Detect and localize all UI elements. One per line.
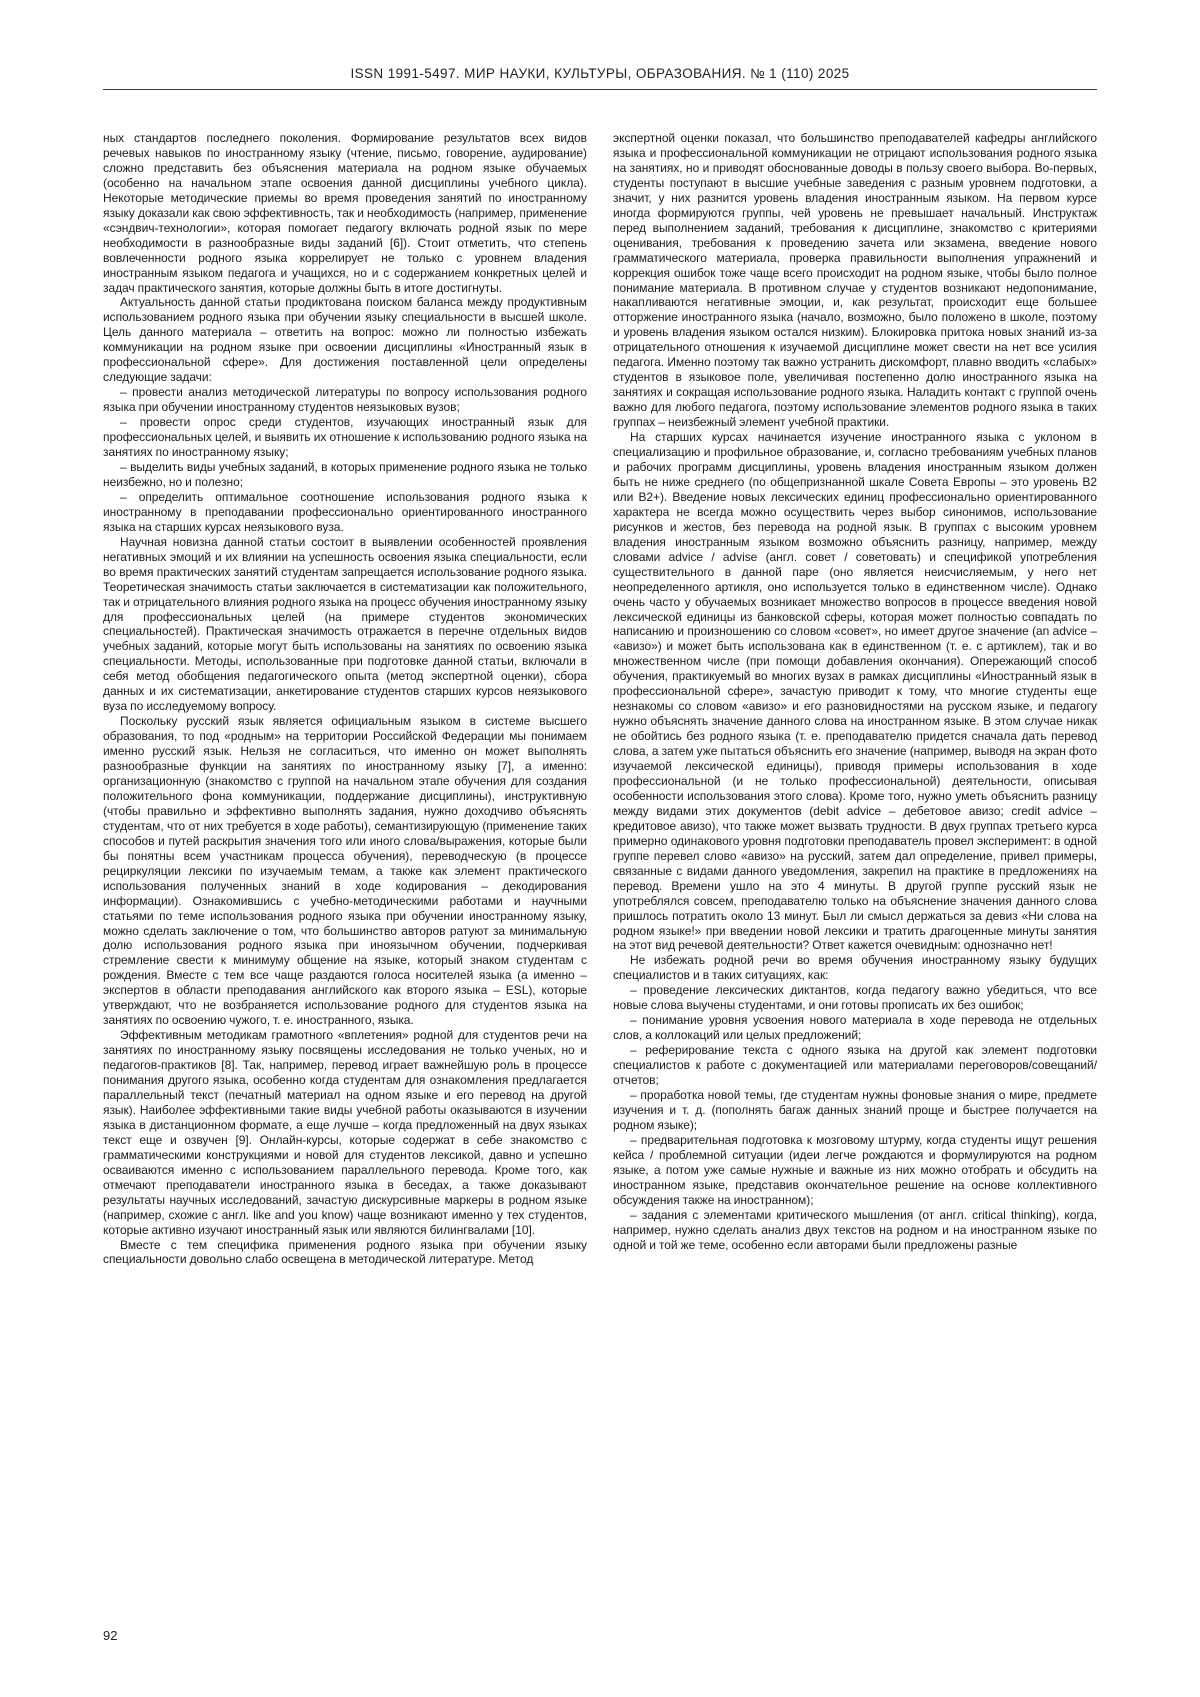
- task-list-item: – провести опрос среди студентов, изучающих иностранный язык для профессиональных целей, и выявить их отношение к использованию родного языка на занятиях по иностранному языку;: [103, 415, 587, 460]
- paragraph: Не избежать родной речи во время обучения иностранному языку будущих специалистов и в таких ситуациях, как:: [613, 953, 1097, 983]
- paragraph: ных стандартов последнего поколения. Формирование результатов всех видов речевых навыков по иностранному языку (чтение, письмо, говорение, аудирование) сложно представить без объяснения материала на родном языке обучаемых (особенно на начальном этапе освоения данной дисциплины учебного цикла). Некоторые методические приемы во время проведения занятий по иностранному языку доказали как свою эффективность, так и необходимость (например, применение «сэндвич-технологии», которая помогает педагогу включать родной язык по мере необходимости в разнообразные виды заданий [6]). Стоит отметить, что степень вовлеченности родного языка коррелирует не только с уровнем владения иностранным языком педагога и учащихся, но и с содержанием конкретных целей и задач практического занятия, которые должны быть в итоге достигнуты.: [103, 131, 587, 295]
- right-column: [613, 131, 1097, 1267]
- paragraph: Поскольку русский язык является официальным языком в системе высшего образования, то под «родным» на территории Российской Федерации мы понимаем именно русский язык. Нельзя не согласиться, что именно он может выполнять разнообразные функции на занятиях по иностранному языку [7], а именно: организационную (знакомство с группой на начальном этапе обучения для создания положительного фона коммуникации, поддержание дисциплины), инструктивную (чтобы правильно и эффективно выполнять задания, нужно доходчиво объяснять студентам, что от них требуется в ходе работы), семантизирующую (применение таких способов и путей раскрытия значения того или иного слова/выражения, которые были бы понятны всем участникам процесса обучения), переводческую (в процессе рециркуляции лексики по изучаемым темам, а также как элемент практического использования полученных знаний в ходе кодирования – декодирования информации). Ознакомившись с учебно-методическими работами и научными статьями по теме использования родного языка при обучении иностранному языку, можно сделать заключение о том, что большинство авторов ратуют за минимальную долю использования родного языка при иноязычном обучении, подчеркивая стремление свести к минимуму общение на языке, который знаком студентам с рождения. Вместе с тем все чаще раздаются голоса носителей языка (а именно – экспертов в области преподавания английского как второго языка – ESL), которые утверждают, что не возбраняется использование родного для студентов языка на занятиях по освоению чужого, т. е. иностранного, языка.: [103, 714, 587, 1028]
- page-footer: [103, 1628, 117, 1643]
- task-list-item: – задания с элементами критического мышления (от англ. critical thinking), когда, например, нужно сделать анализ двух текстов на родном и на иностранном языке по одной и той же теме, особенно если авторами были предложены разные: [613, 1207, 1097, 1252]
- task-list-item: – проработка новой темы, где студентам нужны фоновые знания о мире, предмете изучения и т. д. (пополнять багаж данных знаний проще и быстрее получается на родном языке);: [613, 1088, 1097, 1132]
- paragraph: Вместе с тем специфика применения родного языка при обучении языку специальности довольно слабо освещена в методической литературе. Метод: [103, 1237, 587, 1267]
- paragraph: экспертной оценки показал, что большинство преподавателей кафедры английского языка и профессиональной коммуникации не отрицают использования родного языка на занятиях, но и приводят обоснованные доводы в пользу своего выбора. Во-первых, студенты поступают в высшие учебные заведения с разным уровнем подготовки, а значит, у них разнится уровень владения иностранным языком. На первом курсе иногда формируются группы, чей уровень не превышает начальный. Инструктаж перед выполнением заданий, требования к дисциплине, знакомство с критериями оценивания, требования к проведению зачета или экзамена, введение нового грамматического материала, проверка правильности выполнения упражнений и коррекция ошибок тоже чаще всего происходит на родном языке, чтобы было полное понимание материала. В противном случае у студентов возникают недопонимание, накапливаются негативные эмоции, и, как результат, происходит еще большее отторжение иностранного языка (начало, возможно, было положено в школе, поэтому и уровень владения языком остался низким). Блокировка притока новых знаний из-за отрицательного отношения к изучаемой дисциплине может свести на нет все усилия педагога. Именно поэтому так важно устранить дискомфорт, плавно вводить «слабых» студентов в языковое поле, увеличивая постепенно долю иностранного языка на занятиях и сокращая использование родного языка. Наладить контакт с группой очень важно для любого педагога, поэтому использование элементов родного языка в таких группах – неизбежный элемент учебной практики.: [613, 131, 1097, 430]
- task-list-item: – реферирование текста с одного языка на другой как элемент подготовки специалистов к работе с документацией или материалами переговоров/совещаний/отчетов;: [613, 1043, 1097, 1088]
- running-head: [103, 66, 1097, 90]
- task-list-item: – проведение лексических диктантов, когда педагогу важно убедиться, что все новые слова выучены студентами, и они готовы прописать их без ошибок;: [613, 983, 1097, 1013]
- task-list-item: – предварительная подготовка к мозговому штурму, когда студенты ищут решения кейса / проблемной ситуации (идеи легче рождаются и формулируются на родном языке, а потом уже самые нужные и важные из них можно отобрать и обсудить на иностранном языке, представив окончательное решение на основе коллективного обсуждения также на иностранном);: [613, 1132, 1097, 1207]
- task-list-item: – определить оптимальное соотношение использования родного языка к иностранному в преподавании профессионально ориентированного иностранного языка на старших курсах неязыкового вуза.: [103, 489, 587, 534]
- header-rule: [103, 89, 1097, 90]
- task-list-item: – выделить виды учебных заданий, в которых применение родного языка не только неизбежно, но и полезно;: [103, 459, 587, 489]
- paragraph: Научная новизна данной статьи состоит в выявлении особенностей проявления негативных эмоций и их влиянии на успешность освоения языка специальности, если во время практических занятий студентам запрещается использование родного языка. Теоретическая значимость статьи заключается в систематизации как положительного, так и отрицательного влияния родного языка на процесс обучения иностранному языку для профессиональных целей (на примере студентов экономических специальностей). Практическая значимость отражается в перечне отдельных видов учебных заданий, которые могут быть использованы на занятиях по освоению языка специальности. Методы, использованные при подготовке данной статьи, включали в себя метод обобщения педагогического опыта (метод экспертной оценки), сбора данных и их систематизации, анкетирование студентов старших курсов неязыкового вуза по исследуемому вопросу.: [103, 534, 587, 714]
- paragraph: Актуальность данной статьи продиктована поиском баланса между продуктивным использованием родного языка при обучении языку специальности в высшей школе. Цель данного материала – ответить на вопрос: можно ли полностью избежать коммуникации на родном языке при освоении дисциплины «Иностранный язык в профессиональной сфере». Для достижения поставленной цели определены следующие задачи:: [103, 295, 587, 385]
- task-list-item: – понимание уровня усвоения нового материала в ходе перевода не отдельных слов, а коллокаций или целых предложений;: [613, 1013, 1097, 1043]
- paragraph: Эффективным методикам грамотного «вплетения» родной для студентов речи на занятиях по иностранному языку посвящены исследования не только ученых, но и педагогов-практиков [8]. Так, например, перевод играет важнейшую роль в процессе понимания другого языка, особенно когда студентам для ознакомления предлагается параллельный текст (печатный материал на одном языке и его перевод на другой язык). Наиболее эффективными такие виды учебной работы оказываются в изучении языка в дистанционном формате, а еще лучше – когда предложенный на двух языках текст еще и озвучен [9]. Онлайн-курсы, которые содержат в себе знакомство с грамматическими конструкциями и новой для студентов лексикой, давно и успешно осваиваются именно с использованием параллельного перевода. Кроме того, как отмечают преподаватели иностранного языка в беседах, а также доказывают результаты научных исследований, зачастую дискурсивные маркеры в родном языке (например, схожие с англ. like and you know) чаще возникают именно у тех студентов, которые активно изучают иностранный язык или являются билингвалами [10].: [103, 1028, 587, 1237]
- journal-header-title: ISSN 1991-5497. МИР НАУКИ, КУЛЬТУРЫ, ОБРАЗОВАНИЯ. № 1 (110) 2025: [350, 66, 850, 81]
- page-number: 92: [103, 1628, 118, 1643]
- task-list-item: – провести анализ методической литературы по вопросу использования родного языка при обучении иностранному студентов неязыковых вузов;: [103, 385, 587, 415]
- paragraph: На старших курсах начинается изучение иностранного языка с уклоном в специализацию и профильное образование, и, согласно требованиям учебных планов и рабочих программ дисциплины, уровень владения иностранным языком должен быть не ниже среднего (по общепризнанной шкале Совета Европы – это уровень B2 или B2+). Введение новых лексических единиц профессионально ориентированного характера не всегда можно осуществить через выбор синонимов, использование рисунков и жестов, без перевода на родной язык. В группах с высоким уровнем владения иностранным языком возможно объяснить разницу, например, между словами advice / advise (англ. совет / советовать) и спецификой употребления существительного в данной паре (оно является неисчисляемым, у него нет неопределенного артикля, оно используется только в единственном числе). Однако очень часто у обучаемых возникает множество вопросов в процессе введения новой лексической единицы из банковской сферы, которая может полностью совпадать по написанию и произношению со словом «совет», но имеет другое значение (an advice – «авизо») и может быть использована как в единственном (т. е. с артиклем), так и во множественном числе (при помощи добавления окончания). Опережающий способ обучения, практикуемый во многих вузах в рамках дисциплины «Иностранный язык в профессиональной сфере», зачастую приводит к тому, что многие студенты еще незнакомы со словом «авизо» и его разновидностями на русском языке, и педагогу нужно объяснять значение данного слова на иностранном языке. В этом случае никак не обойтись без родного языка (т. е. преподавателю придется сначала дать перевод слова, а затем уже пытаться объяснить его значение (например, выводя на экран фото изучаемой лексической единицы), приводя примеры использования в ходе профессиональной (и не только профессиональной) деятельности, описывая особенности использования этого слова). Кроме того, нужно уметь объяснить разницу между видами этих документов (debit advice – дебетовое авизо; credit advice – кредитовое авизо), что также может вызвать трудности. В двух группах третьего курса примерно одинакового уровня подготовки преподаватель провел эксперимент: в одной группе перевел слово «авизо» на русский, затем дал определение, привел примеры, связанные с видами данного уведомления, закрепил на практике в предложениях на перевод. Времени ушло на это 4 минуты. В другой группе русский язык не употреблялся совсем, преподавателю только на объяснение значения данного слова пришлось потратить около 13 минут. Был ли смысл держаться за девиз «Ни слова на родном языке!» при введении новой лексики и тратить драгоценные минуты занятия на этот вид речевой деятельности? Ответ кажется очевидным: однозначно нет!: [613, 430, 1097, 953]
- left-column: [103, 131, 587, 1267]
- article-body: [103, 131, 1097, 1267]
